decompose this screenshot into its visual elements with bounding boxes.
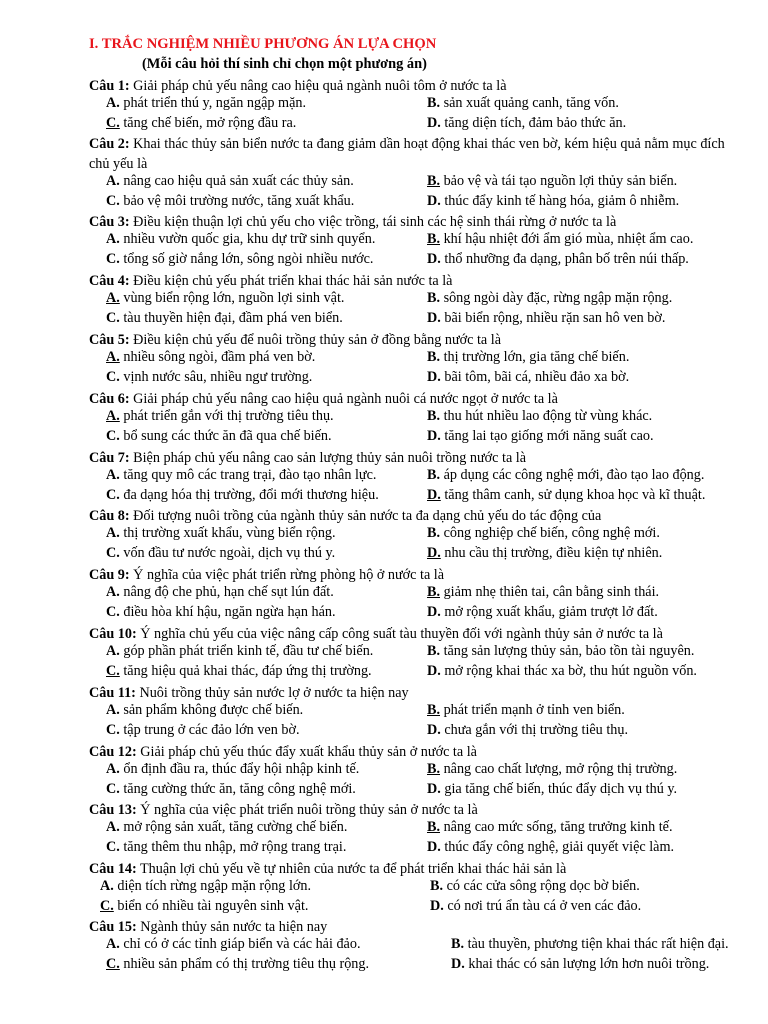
option-text: phát triển mạnh ở tỉnh ven biển. xyxy=(440,702,625,718)
option-letter: D. xyxy=(427,839,441,855)
option-a-q11 xyxy=(106,702,303,719)
option-c-q3 xyxy=(106,251,373,268)
option-text: tăng chế biến, mở rộng đầu ra. xyxy=(119,115,297,131)
option-text: vùng biển rộng lớn, nguồn lợi sinh vật. xyxy=(119,290,345,306)
option-b-q12 xyxy=(427,761,677,778)
option-text: chỉ có ở các tỉnh giáp biển và các hải đảo. xyxy=(119,936,361,952)
option-letter: A. xyxy=(106,467,120,483)
option-text: tăng lai tạo giống mới năng suất cao. xyxy=(440,428,654,444)
option-letter: C. xyxy=(106,251,120,267)
option-letter: A. xyxy=(100,878,114,894)
option-text: vốn đầu tư nước ngoài, dịch vụ thú y. xyxy=(119,545,336,561)
option-d-q4 xyxy=(427,310,665,327)
option-a-q3 xyxy=(106,231,375,248)
question-text: Nuôi trồng thủy sản nước lợ ở nước ta hiện nay xyxy=(135,685,409,701)
question-12 xyxy=(89,743,737,763)
question-number: Câu 6: xyxy=(89,391,130,407)
option-c-q10 xyxy=(106,663,372,680)
option-text: bãi tôm, bãi cá, nhiều đảo xa bờ. xyxy=(440,369,630,385)
question-11 xyxy=(89,684,737,704)
option-text: bổ sung các thức ăn đã qua chế biến. xyxy=(119,428,332,444)
option-text: nâng cao chất lượng, mở rộng thị trường. xyxy=(440,761,678,777)
option-d-q5 xyxy=(427,369,629,386)
option-c-q13 xyxy=(106,839,346,856)
option-letter: D. xyxy=(427,722,441,738)
option-d-q3 xyxy=(427,251,689,268)
question-10 xyxy=(89,625,737,645)
option-text: điều hòa khí hậu, ngăn ngừa hạn hán. xyxy=(119,604,336,620)
option-letter: B. xyxy=(430,878,444,894)
option-d-q15 xyxy=(451,956,709,973)
question-6 xyxy=(89,390,737,410)
option-a-q6 xyxy=(106,408,334,425)
option-c-q4 xyxy=(106,310,343,327)
option-d-q13 xyxy=(427,839,674,856)
option-text: tăng hiệu quả khai thác, đáp ứng thị trường. xyxy=(119,663,372,679)
option-letter: A. xyxy=(106,643,120,659)
question-text: Điều kiện chủ yếu để nuôi trồng thủy sản ở đồng bằng nước ta là xyxy=(129,332,501,348)
question-number: Câu 11: xyxy=(89,685,136,701)
option-letter: A. xyxy=(106,408,120,424)
option-letter: C. xyxy=(106,428,120,444)
option-text: biển có nhiều tài nguyên sinh vật. xyxy=(113,898,309,914)
option-text: góp phần phát triển kinh tế, đầu tư chế biến. xyxy=(119,643,374,659)
option-text: bảo vệ và tái tạo nguồn lợi thủy sản biển. xyxy=(440,173,678,189)
option-letter: B. xyxy=(427,584,441,600)
question-text: Ngành thủy sản nước ta hiện nay xyxy=(136,919,328,935)
option-text: sông ngòi dày đặc, rừng ngập mặn rộng. xyxy=(440,290,673,306)
option-d-q11 xyxy=(427,722,628,739)
question-number: Câu 12: xyxy=(89,744,137,760)
option-b-q6 xyxy=(427,408,652,425)
option-letter: B. xyxy=(427,408,441,424)
option-letter: C. xyxy=(106,193,120,209)
option-letter: D. xyxy=(451,956,465,972)
option-text: sản xuất quảng canh, tăng vốn. xyxy=(440,95,619,111)
option-a-q10 xyxy=(106,643,373,660)
question-number: Câu 10: xyxy=(89,626,137,642)
option-b-q8 xyxy=(427,525,660,542)
option-a-q9 xyxy=(106,584,334,601)
option-a-q8 xyxy=(106,525,336,542)
question-number: Câu 5: xyxy=(89,332,130,348)
question-1 xyxy=(89,77,737,97)
option-d-q12 xyxy=(427,781,677,798)
option-a-q7 xyxy=(106,467,376,484)
option-c-q12 xyxy=(106,781,356,798)
option-b-q5 xyxy=(427,349,629,366)
option-c-q14 xyxy=(100,898,308,915)
option-c-q11 xyxy=(106,722,300,739)
question-7 xyxy=(89,449,737,469)
option-letter: C. xyxy=(106,839,120,855)
question-number: Câu 4: xyxy=(89,273,130,289)
question-9 xyxy=(89,566,737,586)
option-text: khí hậu nhiệt đới ẩm gió mùa, nhiệt ẩm cao. xyxy=(440,231,694,247)
question-number: Câu 7: xyxy=(89,450,130,466)
option-text: tổng số giờ nắng lớn, sông ngòi nhiều nước. xyxy=(119,251,374,267)
option-d-q1 xyxy=(427,115,626,132)
option-text: thúc đẩy công nghệ, giải quyết việc làm. xyxy=(440,839,675,855)
option-text: tăng thêm thu nhập, mở rộng trang trại. xyxy=(119,839,347,855)
option-text: vịnh nước sâu, nhiều ngư trường. xyxy=(119,369,313,385)
question-15 xyxy=(89,918,737,938)
option-b-q4 xyxy=(427,290,672,307)
question-text: Giải pháp chủ yếu nâng cao hiệu quả ngành nuôi tôm ở nước ta là xyxy=(129,78,507,94)
question-number: Câu 9: xyxy=(89,567,130,583)
option-d-q14 xyxy=(430,898,641,915)
option-letter: D. xyxy=(427,369,441,385)
option-text: nâng cao hiệu quả sản xuất các thủy sản. xyxy=(119,173,354,189)
question-8 xyxy=(89,507,737,527)
question-number: Câu 15: xyxy=(89,919,137,935)
option-letter: A. xyxy=(106,819,120,835)
option-text: thị trường xuất khẩu, vùng biển rộng. xyxy=(119,525,336,541)
question-text: Ý nghĩa của việc phát triển rừng phòng hộ ở nước ta là xyxy=(129,567,445,583)
option-letter: C. xyxy=(106,545,120,561)
question-number: Câu 14: xyxy=(89,861,137,877)
option-text: bãi biển rộng, nhiều rặn san hô ven bờ. xyxy=(440,310,666,326)
option-letter: B. xyxy=(427,95,441,111)
option-letter: C. xyxy=(106,956,120,972)
option-text: tăng cường thức ăn, tăng công nghệ mới. xyxy=(119,781,356,797)
option-letter: C. xyxy=(106,781,120,797)
option-text: khai thác có sản lượng lớn hơn nuôi trồng. xyxy=(464,956,710,972)
option-text: áp dụng các công nghệ mới, đào tạo lao động. xyxy=(440,467,705,483)
question-text: Đối tượng nuôi trồng của ngành thủy sản nước ta đa dạng chủ yếu do tác động của xyxy=(129,508,602,524)
option-text: công nghiệp chế biến, công nghệ mới. xyxy=(440,525,660,541)
question-4 xyxy=(89,272,737,292)
question-text: Giải pháp chủ yếu nâng cao hiệu quả ngành nuôi cá nước ngọt ở nước ta là xyxy=(129,391,558,407)
option-letter: C. xyxy=(106,310,120,326)
option-letter: C. xyxy=(106,369,120,385)
option-letter: B. xyxy=(427,173,441,189)
option-c-q9 xyxy=(106,604,336,621)
option-letter: B. xyxy=(451,936,465,952)
option-letter: D. xyxy=(427,545,441,561)
question-2 xyxy=(89,135,737,174)
option-text: thị trường lớn, gia tăng chế biến. xyxy=(440,349,630,365)
option-text: bảo vệ môi trường nước, tăng xuất khẩu. xyxy=(119,193,355,209)
option-letter: A. xyxy=(106,95,120,111)
option-text: mở rộng sản xuất, tăng cường chế biến. xyxy=(119,819,348,835)
question-text: Điều kiện chủ yếu phát triển khai thác hải sản nước ta là xyxy=(129,273,453,289)
option-letter: B. xyxy=(427,702,441,718)
option-d-q6 xyxy=(427,428,654,445)
question-text: Thuận lợi chủ yếu về tự nhiên của nước ta để phát triển khai thác hải sản là xyxy=(136,861,567,877)
option-d-q10 xyxy=(427,663,697,680)
option-letter: B. xyxy=(427,231,441,247)
option-text: có các cửa sông rộng dọc bờ biển. xyxy=(443,878,640,894)
option-letter: D. xyxy=(427,115,441,131)
option-a-q5 xyxy=(106,349,315,366)
option-text: tàu thuyền, phương tiện khai thác rất hiện đại. xyxy=(464,936,729,952)
option-text: tăng sản lượng thủy sản, bảo tồn tài nguyên. xyxy=(440,643,695,659)
option-d-q2 xyxy=(427,193,679,210)
option-a-q13 xyxy=(106,819,347,836)
option-c-q2 xyxy=(106,193,354,210)
option-text: tàu thuyền hiện đại, đầm phá ven biển. xyxy=(119,310,343,326)
option-b-q2 xyxy=(427,173,677,190)
option-letter: A. xyxy=(106,702,120,718)
option-letter: A. xyxy=(106,761,120,777)
question-text: Khai thác thủy sản biển nước ta đang giảm dần hoạt động khai thác ven bờ, kém hiệu quả nằm mục đích chủ yếu là xyxy=(89,136,725,172)
option-text: gia tăng chế biến, thúc đẩy dịch vụ thú y. xyxy=(440,781,678,797)
option-c-q6 xyxy=(106,428,332,445)
option-text: nhiều sản phẩm có thị trường tiêu thụ rộng. xyxy=(119,956,370,972)
option-text: mở rộng xuất khẩu, giảm trượt lở đất. xyxy=(440,604,658,620)
option-c-q7 xyxy=(106,487,379,504)
option-letter: B. xyxy=(427,819,441,835)
option-a-q15 xyxy=(106,936,361,953)
question-number: Câu 2: xyxy=(89,136,130,152)
question-text: Biện pháp chủ yếu nâng cao sản lượng thủy sản nuôi trồng nước ta là xyxy=(129,450,527,466)
option-letter: D. xyxy=(427,487,441,503)
option-text: tập trung ở các đảo lớn ven bờ. xyxy=(119,722,300,738)
option-letter: B. xyxy=(427,525,441,541)
option-text: tăng thâm canh, sử dụng khoa học và kĩ thuật. xyxy=(440,487,706,503)
option-letter: D. xyxy=(427,663,441,679)
option-text: tăng quy mô các trang trại, đào tạo nhân lực. xyxy=(119,467,377,483)
question-number: Câu 8: xyxy=(89,508,130,524)
option-b-q13 xyxy=(427,819,673,836)
option-letter: A. xyxy=(106,231,120,247)
option-b-q14 xyxy=(430,878,640,895)
option-letter: A. xyxy=(106,584,120,600)
option-d-q7 xyxy=(427,487,705,504)
option-letter: D. xyxy=(427,781,441,797)
option-b-q9 xyxy=(427,584,659,601)
question-number: Câu 1: xyxy=(89,78,130,94)
option-letter: D. xyxy=(430,898,444,914)
option-b-q15 xyxy=(451,936,729,953)
question-5 xyxy=(89,331,737,351)
question-text: Ý nghĩa của việc phát triển nuôi trồng thủy sản ở nước ta là xyxy=(136,802,478,818)
option-a-q12 xyxy=(106,761,359,778)
option-a-q1 xyxy=(106,95,306,112)
option-letter: A. xyxy=(106,525,120,541)
option-text: giảm nhẹ thiên tai, cân bằng sinh thái. xyxy=(440,584,660,600)
option-text: thúc đẩy kinh tế hàng hóa, giảm ô nhiễm. xyxy=(440,193,680,209)
option-text: thu hút nhiều lao động từ vùng khác. xyxy=(440,408,653,424)
option-letter: C. xyxy=(106,115,120,131)
section-subtitle: (Mỗi câu hỏi thí sinh chỉ chọn một phương án) xyxy=(142,56,427,72)
question-text: Điều kiện thuận lợi chủ yếu cho việc trồng, tái sinh các hệ sinh thái rừng ở nước ta là xyxy=(129,214,617,230)
option-c-q15 xyxy=(106,956,369,973)
option-text: phát triển gắn với thị trường tiêu thụ. xyxy=(119,408,334,424)
question-text: Ý nghĩa chủ yếu của việc nâng cấp công suất tàu thuyền đối với ngành thủy sản ở nước ta là xyxy=(136,626,663,642)
option-letter: B. xyxy=(427,349,441,365)
option-c-q8 xyxy=(106,545,335,562)
question-text: Giải pháp chủ yếu thúc đẩy xuất khẩu thủy sản ở nước ta là xyxy=(136,744,477,760)
option-c-q5 xyxy=(106,369,312,386)
option-b-q7 xyxy=(427,467,704,484)
option-text: đa dạng hóa thị trường, đổi mới thương hiệu. xyxy=(119,487,379,503)
option-text: nhu cầu thị trường, điều kiện tự nhiên. xyxy=(440,545,663,561)
option-a-q4 xyxy=(106,290,344,307)
option-text: sản phẩm không được chế biến. xyxy=(119,702,304,718)
option-letter: D. xyxy=(427,251,441,267)
option-letter: A. xyxy=(106,349,120,365)
option-a-q2 xyxy=(106,173,354,190)
option-a-q14 xyxy=(100,878,311,895)
option-text: có nơi trú ẩn tàu cá ở ven các đảo. xyxy=(443,898,642,914)
option-letter: C. xyxy=(100,898,114,914)
option-text: nâng cao mức sống, tăng trưởng kinh tế. xyxy=(440,819,673,835)
option-b-q1 xyxy=(427,95,619,112)
option-letter: B. xyxy=(427,643,441,659)
option-letter: A. xyxy=(106,936,120,952)
option-text: nâng độ che phủ, hạn chế sụt lún đất. xyxy=(119,584,334,600)
option-letter: B. xyxy=(427,761,441,777)
option-text: chưa gắn với thị trường tiêu thụ. xyxy=(440,722,628,738)
option-d-q8 xyxy=(427,545,662,562)
option-text: thổ nhưỡng đa dạng, phân bố trên núi thấp. xyxy=(440,251,689,267)
option-text: phát triển thú y, ngăn ngập mặn. xyxy=(119,95,307,111)
option-letter: C. xyxy=(106,487,120,503)
option-letter: D. xyxy=(427,310,441,326)
option-letter: A. xyxy=(106,173,120,189)
option-c-q1 xyxy=(106,115,296,132)
option-letter: B. xyxy=(427,467,441,483)
option-letter: B. xyxy=(427,290,441,306)
option-text: nhiều vườn quốc gia, khu dự trữ sinh quyển. xyxy=(119,231,376,247)
option-letter: D. xyxy=(427,428,441,444)
option-letter: C. xyxy=(106,722,120,738)
question-14 xyxy=(89,860,737,880)
option-b-q11 xyxy=(427,702,625,719)
option-letter: C. xyxy=(106,604,120,620)
option-d-q9 xyxy=(427,604,658,621)
option-letter: D. xyxy=(427,193,441,209)
option-letter: C. xyxy=(106,663,120,679)
option-text: nhiều sông ngòi, đầm phá ven bờ. xyxy=(119,349,316,365)
question-3 xyxy=(89,213,737,233)
question-13 xyxy=(89,801,737,821)
option-b-q3 xyxy=(427,231,693,248)
question-number: Câu 3: xyxy=(89,214,130,230)
option-text: ổn định đầu ra, thúc đẩy hội nhập kinh tế. xyxy=(119,761,360,777)
option-letter: D. xyxy=(427,604,441,620)
option-text: mở rộng khai thác xa bờ, thu hút nguồn vốn. xyxy=(440,663,697,679)
question-number: Câu 13: xyxy=(89,802,137,818)
option-text: diện tích rừng ngập mặn rộng lớn. xyxy=(113,878,312,894)
option-b-q10 xyxy=(427,643,694,660)
option-letter: A. xyxy=(106,290,120,306)
option-text: tăng diện tích, đảm bảo thức ăn. xyxy=(440,115,627,131)
section-title: I. TRẮC NGHIỆM NHIỀU PHƯƠNG ÁN LỰA CHỌN xyxy=(89,36,437,52)
